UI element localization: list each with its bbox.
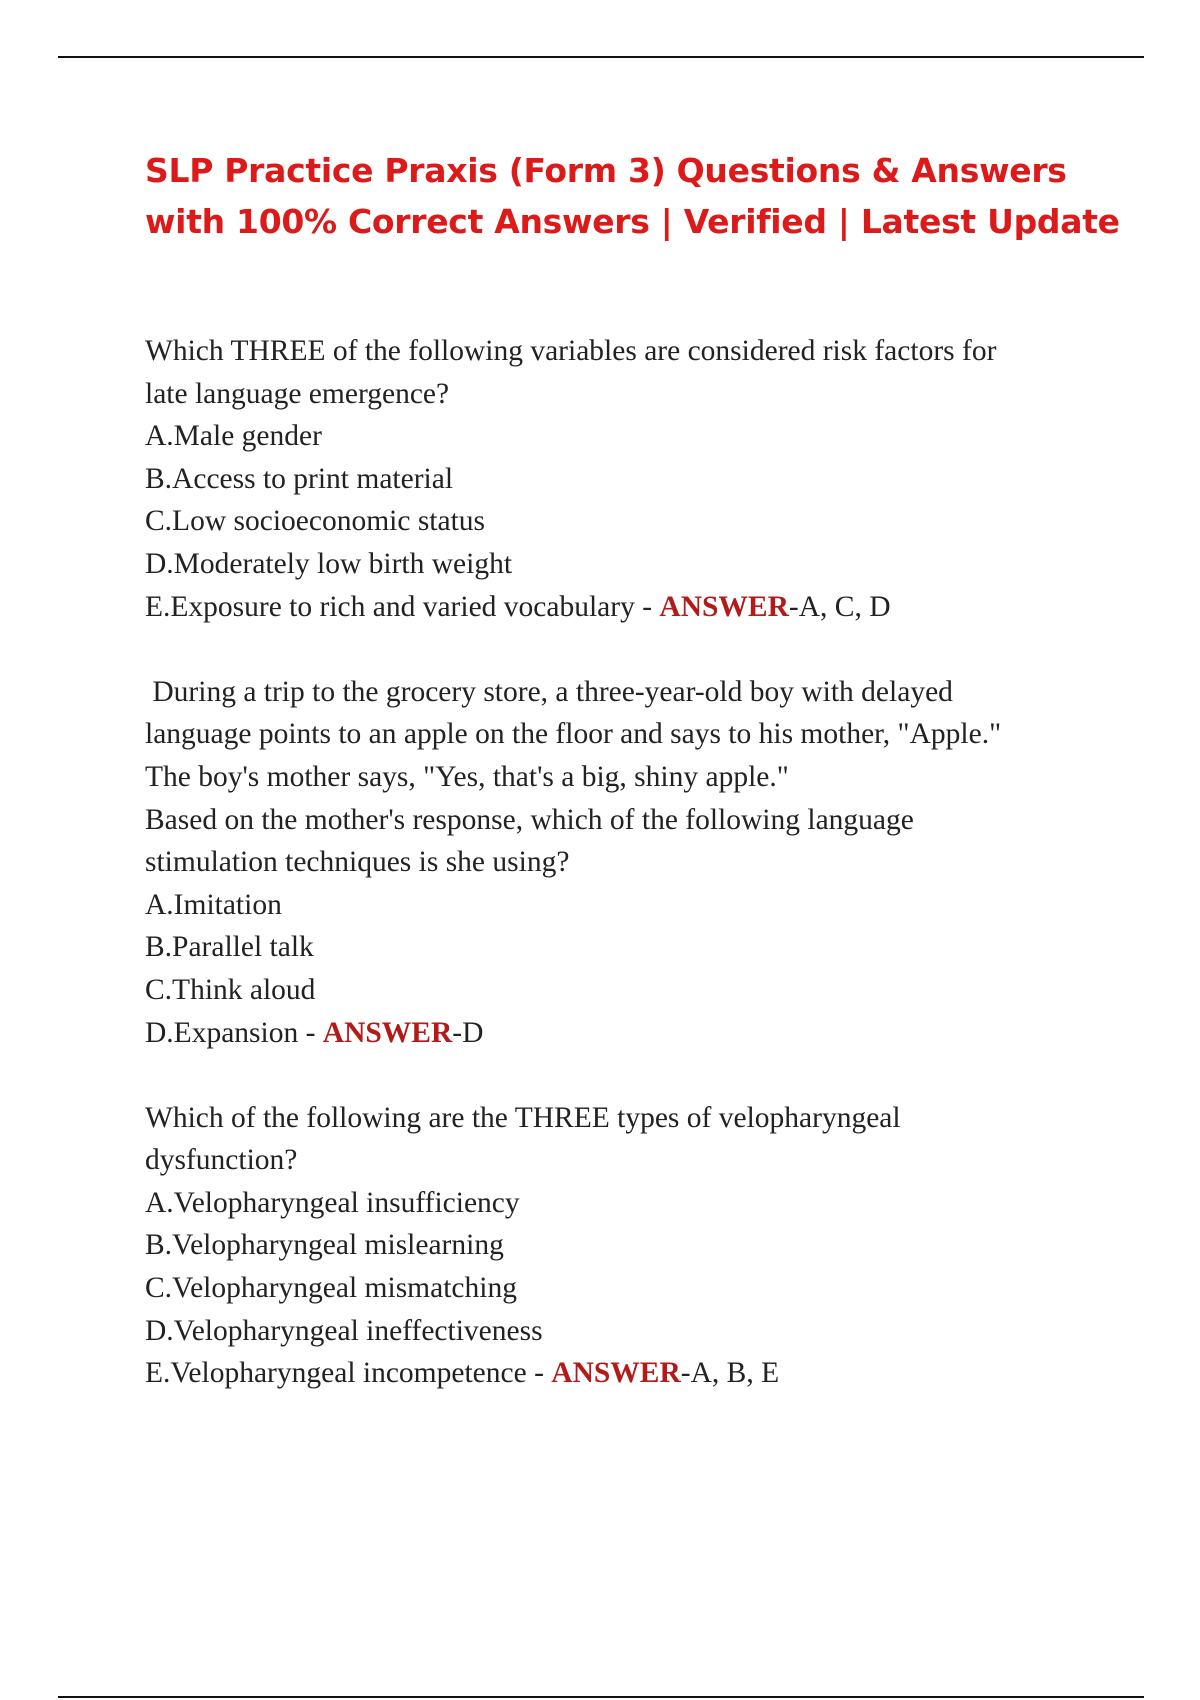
question-stem-line: Which THREE of the following variables are considered risk factors for (145, 335, 997, 367)
question-1 (145, 330, 1105, 628)
answer-option: B.Parallel talk (145, 931, 314, 964)
answer-option: C.Velopharyngeal mismatching (145, 1272, 517, 1305)
answer-option: B.Access to print material (145, 462, 454, 495)
answer-keyword: ANSWER (659, 590, 789, 623)
question-3 (145, 1097, 1105, 1395)
answer-option: C.Low socioeconomic status (145, 505, 486, 538)
question-stem-line: Which of the following are the THREE types of velopharyngeal (145, 1101, 901, 1134)
answer-option: A.Male gender (145, 420, 322, 453)
title-line: with 100% Correct Answers | Verified | Latest Update (145, 202, 1120, 241)
answer-line (145, 1352, 1105, 1395)
answer-keyword: ANSWER (551, 1357, 681, 1390)
answer-option: A.Imitation (145, 888, 282, 921)
answer-option: E.Velopharyngeal incompetence - (145, 1357, 552, 1390)
question-stem-line: Based on the mother's response, which of the following language (145, 803, 914, 836)
answer-line (145, 1012, 1105, 1055)
top-rule (58, 56, 1144, 58)
answer-option: E.Exposure to rich and varied vocabulary - (145, 590, 660, 623)
answer-option: D.Expansion - (145, 1016, 323, 1049)
title-line: SLP Practice Praxis (Form 3) Questions & Answers (145, 151, 1067, 190)
answer-option: A.Velopharyngeal insufficiency (145, 1186, 520, 1219)
answer-option: B.Velopharyngeal mislearning (145, 1229, 504, 1262)
bottom-rule (58, 1696, 1144, 1698)
question-stem-line: During a trip to the grocery store, a three-year-old boy with delayed (145, 675, 953, 708)
answer-option: D.Velopharyngeal ineffectiveness (145, 1314, 543, 1347)
correct-answer: -D (452, 1016, 484, 1049)
correct-answer: -A, C, D (788, 590, 891, 623)
answer-line (145, 586, 1105, 629)
answer-option: D.Moderately low birth weight (145, 547, 513, 580)
question-stem-line: language points to an apple on the floor and says to his mother, "Apple." (145, 718, 1002, 751)
question-2 (145, 671, 1105, 1054)
correct-answer: -A, B, E (680, 1357, 780, 1390)
answer-keyword: ANSWER (322, 1016, 453, 1049)
document-title (145, 145, 1120, 247)
question-stem-line: dysfunction? (145, 1144, 298, 1177)
question-stem-line: late language emergence? (145, 377, 450, 410)
question-stem-line: stimulation techniques is she using? (145, 846, 570, 879)
question-list (145, 330, 1105, 1395)
question-stem-line: The boy's mother says, "Yes, that's a big, shiny apple." (145, 760, 789, 793)
answer-option: C.Think aloud (145, 973, 316, 1006)
